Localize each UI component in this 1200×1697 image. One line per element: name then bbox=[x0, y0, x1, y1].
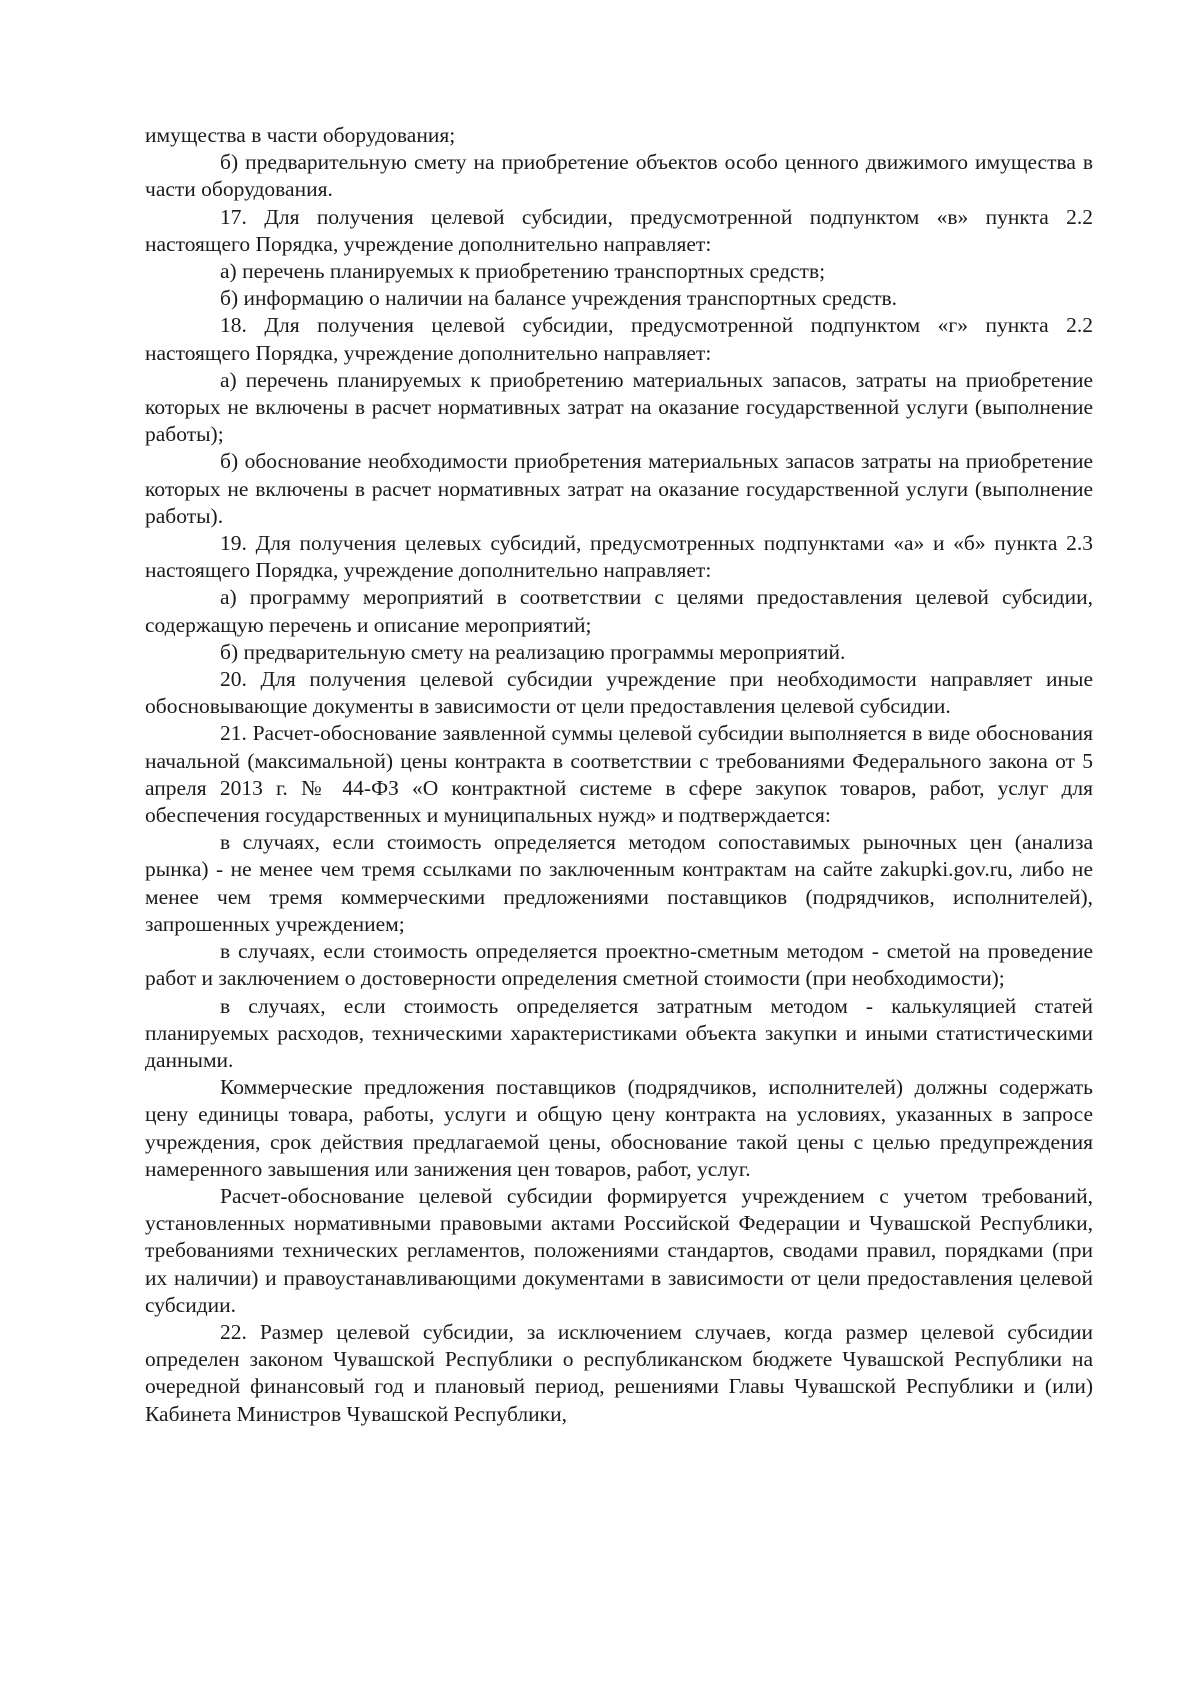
paragraph-22: 22. Размер целевой субсидии, за исключением случаев, когда размер целевой субсидии определен законом Чувашской Республики о республиканском бюджете Чувашской Республики на очередной финансовый год и плановый период, решениями Главы Чувашской Республики и (или) Кабинета Министров Чувашской Республики, bbox=[145, 1319, 1093, 1426]
paragraph-19a: а) программу мероприятий в соответствии с целями предоставления целевой субсидии, содержащую перечень и описание мероприятий; bbox=[145, 585, 1093, 637]
paragraph-19: 19. Для получения целевых субсидий, предусмотренных подпунктами «а» и «б» пункта 2.3 настоящего Порядка, учреждение дополнительно направляет: bbox=[145, 531, 1093, 583]
paragraph-17a: а) перечень планируемых к приобретению транспортных средств; bbox=[220, 259, 826, 284]
paragraph-commercial-offers: Коммерческие предложения поставщиков (подрядчиков, исполнителей) должны содержать цену единицы товара, работы, услуги и общую цену контракта на условиях, указанных в запросе учреждения, срок действия предлагаемой цены, обоснование такой цены с целью предупреждения намеренного завышения или занижения цен товаров, работ, услуг. bbox=[145, 1075, 1093, 1181]
document-page bbox=[145, 122, 1093, 1428]
paragraph-18: 18. Для получения целевой субсидии, предусмотренной подпунктом «г» пункта 2.2 настоящего Порядка, учреждение дополнительно направляет: bbox=[145, 313, 1093, 365]
paragraph-19b: б) предварительную смету на реализацию программы мероприятий. bbox=[220, 639, 846, 664]
paragraph-18a: а) перечень планируемых к приобретению материальных запасов, затраты на приобретение которых не включены в расчет нормативных затрат на оказание государственной услуги (выполнение работы); bbox=[145, 367, 1093, 447]
paragraph-continuation: имущества в части оборудования; bbox=[145, 123, 456, 147]
paragraph-17b: б) информацию о наличии на балансе учреждения транспортных средств. bbox=[220, 286, 898, 311]
paragraph-20: 20. Для получения целевой субсидии учреждение при необходимости направляет иные обосновывающие документы в зависимости от цели предоставления целевой субсидии. bbox=[145, 667, 1093, 719]
paragraph-21-cost-method: в случаях, если стоимость определяется затратным методом - калькуляцией статей планируемых расходов, техническими характеристиками объекта закупки и иными статистическими данными. bbox=[145, 993, 1093, 1072]
paragraph-calculation-justification: Расчет-обоснование целевой субсидии формируется учреждением с учетом требований, установленных нормативными правовыми актами Российской Федерации и Чувашской Республики, требованиями технических регламентов, положениями стандартов, сводами правил, порядками (при их наличии) и правоустанавливающими документами в зависимости от цели предоставления целевой субсидии. bbox=[145, 1183, 1093, 1317]
paragraph-21-estimate-method: в случаях, если стоимость определяется проектно-сметным методом - сметой на проведение работ и заключением о достоверности определения сметной стоимости (при необходимости); bbox=[145, 939, 1093, 991]
paragraph-21-market-method: в случаях, если стоимость определяется методом сопоставимых рыночных цен (анализа рынка) - не менее чем тремя ссылками по заключенным контрактам на сайте zakupki.gov.ru, либо не менее чем тремя коммерческими предложениями поставщиков (подрядчиков, исполнителей), запрошенных учреждением; bbox=[145, 830, 1093, 936]
paragraph-21: 21. Расчет-обоснование заявленной суммы целевой субсидии выполняется в виде обоснования начальной (максимальной) цены контракта в соответствии с требованиями Федерального закона от 5 апреля 2013 г. № 44-ФЗ «О контрактной системе в сфере закупок товаров, работ, услуг для обеспечения государственных и муниципальных нужд» и подтверждается: bbox=[145, 721, 1093, 828]
paragraph-18b: б) обоснование необходимости приобретения материальных запасов затраты на приобретение которых не включены в расчет нормативных затрат на оказание государственной услуги (выполнение работы). bbox=[145, 449, 1093, 528]
paragraph-16b: б) предварительную смету на приобретение объектов особо ценного движимого имущества в части оборудования. bbox=[145, 150, 1093, 202]
paragraph-17: 17. Для получения целевой субсидии, предусмотренной подпунктом «в» пункта 2.2 настоящего Порядка, учреждение дополнительно направляет: bbox=[145, 204, 1093, 256]
